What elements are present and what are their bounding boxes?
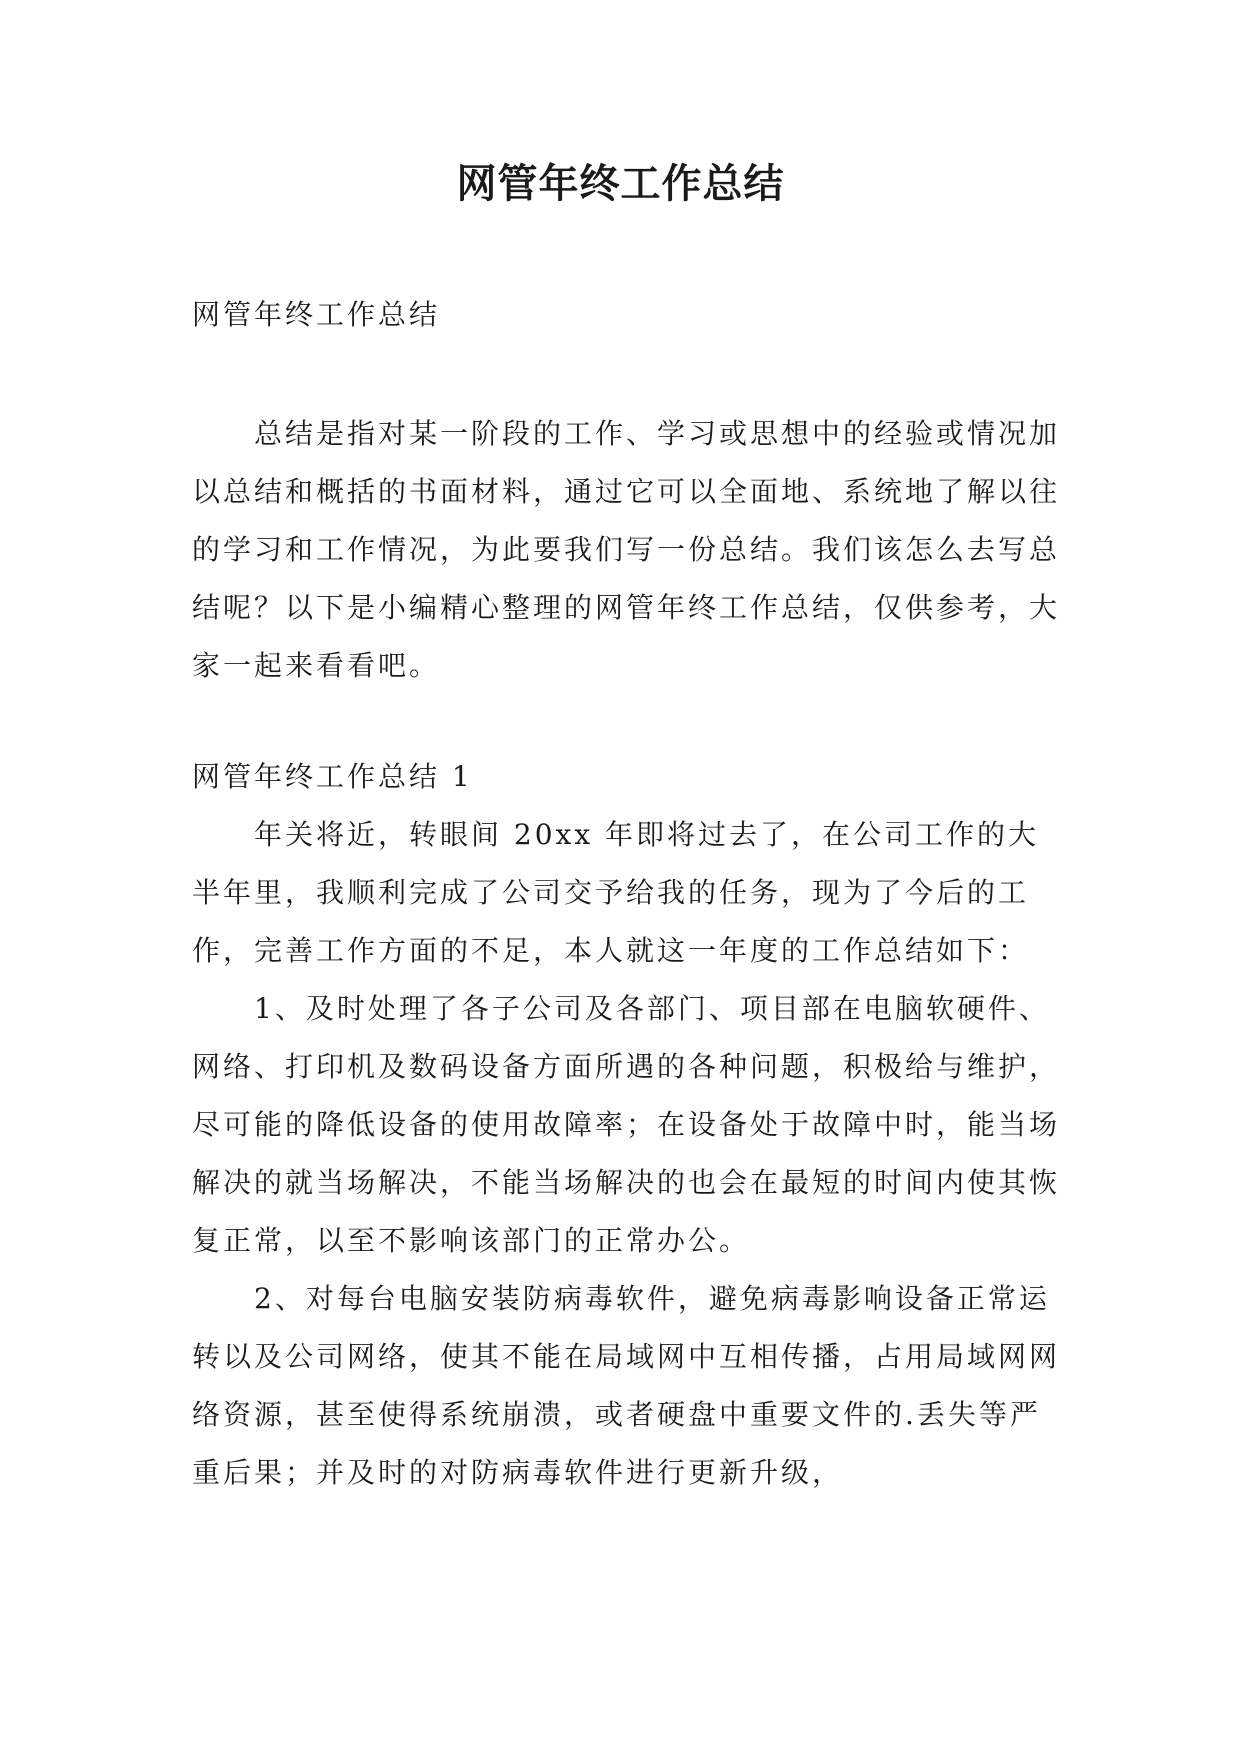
section-1: [192, 748, 1062, 1502]
intro-paragraph: 总结是指对某一阶段的工作、学习或思想中的经验或情况加以总结和概括的书面材料，通过它可以全面地、系统地了解以往的学习和工作情况，为此要我们写一份总结。我们该怎么去写总结呢？以下是小编精心整理的网管年终工作总结，仅供参考，大家一起来看看吧。: [192, 417, 1061, 682]
document-subtitle: 网管年终工作总结: [192, 298, 441, 331]
intro-block: [192, 405, 1062, 695]
section-heading: 网管年终工作总结 1: [192, 760, 473, 793]
document-title: 网管年终工作总结: [456, 160, 785, 207]
section-paragraph: 1、及时处理了各子公司及各部门、项目部在电脑软硬件、网络、打印机及数码设备方面所遇的各种问题，积极给与维护，尽可能的降低设备的使用故障率；在设备处于故障中时，能当场解决的就当场解决，不能当场解决的也会在最短的时间内使其恢复正常，以至不影响该部门的正常办公。: [192, 992, 1061, 1257]
section-paragraph: 年关将近，转眼间 20xx 年即将过去了，在公司工作的大半年里，我顺利完成了公司交予给我的任务，现为了今后的工作，完善工作方面的不足，本人就这一年度的工作总结如下：: [192, 818, 1040, 967]
section-paragraph: 2、对每台电脑安装防病毒软件，避免病毒影响设备正常运转以及公司网络，使其不能在局域网中互相传播，占用局域网网络资源，甚至使得系统崩溃，或者硬盘中重要文件的.丢失等严重后果；并及时的对防病毒软件进行更新升级，: [192, 1282, 1061, 1489]
